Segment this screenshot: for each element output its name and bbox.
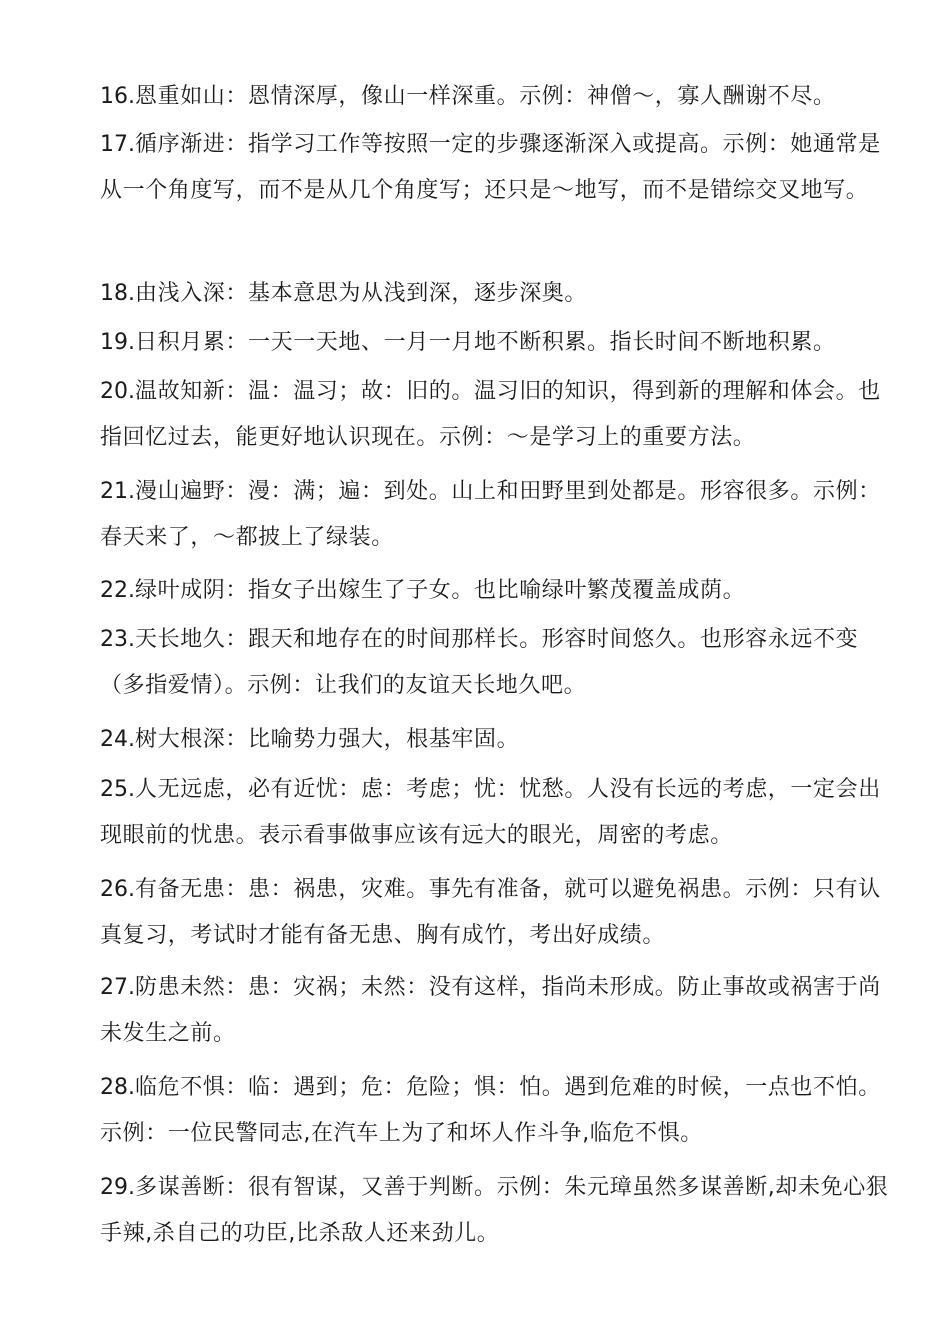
entry-text: 树大根深：比喻势力强大，根基牢固。 bbox=[135, 727, 520, 752]
entry-text: 多谋善断：很有智谋，又善于判断。示例：朱元璋虽然多谋善断,却未免心狠手辣,杀自己的功臣,比杀敌人还来劲儿。 bbox=[100, 1175, 889, 1246]
entry-text: 由浅入深：基本意思为从浅到深，逐步深奥。 bbox=[135, 281, 588, 306]
entry-number: 25. bbox=[100, 777, 135, 802]
idiom-entry-25 bbox=[100, 767, 900, 859]
entry-text: 天长地久：跟天和地存在的时间那样长。形容时间悠久。也形容永远不变（多指爱情）。示例：让我们的友谊天长地久吧。 bbox=[100, 627, 859, 698]
entry-text: 绿叶成阴：指女子出嫁生了子女。也比喻绿叶繁茂覆盖成荫。 bbox=[135, 578, 746, 603]
idiom-entry-27 bbox=[100, 965, 900, 1057]
idiom-entry-23 bbox=[100, 617, 900, 709]
idiom-entry-16 bbox=[100, 74, 900, 120]
entry-number: 26. bbox=[100, 877, 135, 902]
entry-number: 23. bbox=[100, 627, 135, 652]
idiom-entry-21 bbox=[100, 469, 900, 561]
entry-number: 17. bbox=[100, 132, 135, 157]
entry-text: 人无远虑，必有近忧：虑：考虑；忧：忧愁。人没有长远的考虑，一定会出现眼前的忧患。表示看事做事应该有远大的眼光，周密的考虑。 bbox=[100, 777, 881, 848]
entry-number: 27. bbox=[100, 975, 135, 1000]
entry-number: 19. bbox=[100, 330, 135, 355]
idiom-entry-20 bbox=[100, 369, 900, 461]
entry-text: 防患未然：患：灾祸；未然：没有这样，指尚未形成。防止事故或祸害于尚未发生之前。 bbox=[100, 975, 881, 1046]
entry-number: 22. bbox=[100, 578, 135, 603]
entry-text: 漫山遍野：漫：满；遍：到处。山上和田野里到处都是。形容很多。示例：春天来了，～都披上了绿装。 bbox=[100, 479, 881, 550]
idiom-entry-18 bbox=[100, 271, 900, 317]
entry-text: 日积月累：一天一天地、一月一月地不断积累。指长时间不断地积累。 bbox=[135, 330, 836, 355]
entry-number: 21. bbox=[100, 479, 135, 504]
idiom-entry-28 bbox=[100, 1065, 900, 1157]
entry-text: 温故知新：温：温习；故：旧的。温习旧的知识，得到新的理解和体会。也指回忆过去，能更好地认识现在。示例：～是学习上的重要方法。 bbox=[100, 379, 881, 450]
idiom-entry-17 bbox=[100, 122, 900, 214]
idiom-entry-24 bbox=[100, 717, 900, 763]
entry-number: 18. bbox=[100, 281, 135, 306]
entry-text: 循序渐进：指学习工作等按照一定的步骤逐渐深入或提高。示例：她通常是从一个角度写，而不是从几个角度写；还只是～地写，而不是错综交叉地写。 bbox=[100, 132, 881, 203]
entry-number: 20. bbox=[100, 379, 135, 404]
idiom-entry-22 bbox=[100, 568, 900, 614]
entry-text: 有备无患：患：祸患，灾难。事先有准备，就可以避免祸患。示例：只有认真复习，考试时才能有备无患、胸有成竹，考出好成绩。 bbox=[100, 877, 881, 948]
idiom-entry-26 bbox=[100, 867, 900, 959]
idiom-entry-29 bbox=[100, 1165, 900, 1257]
entry-number: 24. bbox=[100, 727, 135, 752]
entry-text: 恩重如山：恩情深厚，像山一样深重。示例：神僧～，寡人酬谢不尽。 bbox=[135, 84, 836, 109]
idiom-entry-19 bbox=[100, 320, 900, 366]
entry-number: 28. bbox=[100, 1075, 135, 1100]
entry-number: 16. bbox=[100, 84, 135, 109]
entry-text: 临危不惧：临：遇到；危：危险；惧：怕。遇到危难的时候，一点也不怕。示例：一位民警同志,在汽车上为了和坏人作斗争,临危不惧。 bbox=[100, 1075, 881, 1146]
entry-number: 29. bbox=[100, 1175, 135, 1200]
